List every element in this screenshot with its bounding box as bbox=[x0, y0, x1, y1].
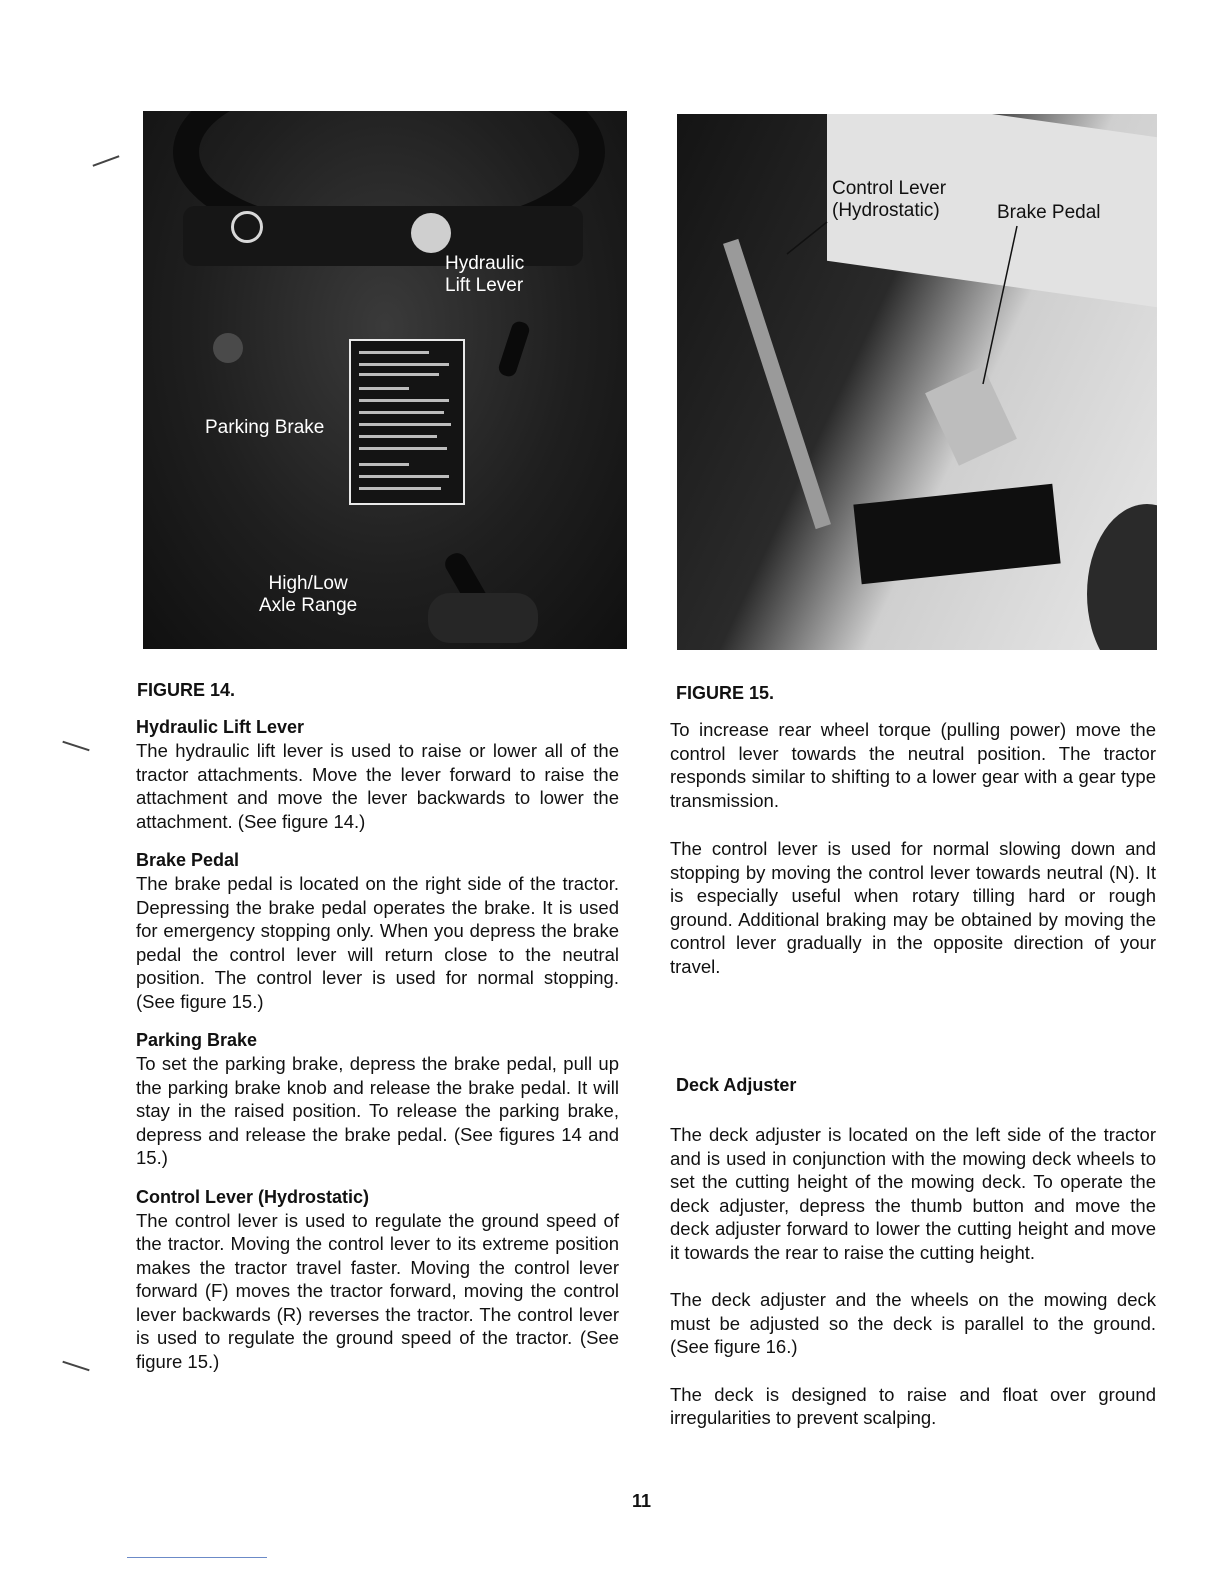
label-parking-brake: Parking Brake bbox=[205, 417, 325, 438]
label-hydraulic-lift-lever bbox=[445, 253, 524, 297]
para-control-lever: The control lever is used to regulate the ground speed of the tractor. Moving the control lever to its extreme position makes the tractor travel faster. Moving the control lever forward (F) moves the tractor forward, moving the control lever backwards (R) reverses the tractor. The control lever is used to regulate the ground speed of the tractor. (See figure 15.) bbox=[136, 1209, 619, 1372]
left-column bbox=[136, 715, 619, 1373]
heading-control-lever: Control Lever (Hydrostatic) bbox=[136, 1186, 370, 1207]
label-hydraulic-line2: Lift Lever bbox=[445, 275, 524, 296]
figure-15-caption: FIGURE 15. bbox=[676, 683, 775, 703]
para-rear-wheel-torque: To increase rear wheel torque (pulling power) move the control lever towards the neutral position. The tractor responds similar to shifting to a lower gear with a gear type transmission. bbox=[670, 719, 1156, 811]
label-control-line2: (Hydrostatic) bbox=[832, 200, 940, 221]
heading-parking-brake: Parking Brake bbox=[136, 1030, 258, 1050]
label-axle-line1: High/Low bbox=[268, 573, 348, 594]
starting-instructions-sign bbox=[349, 339, 465, 505]
margin-mark bbox=[93, 155, 120, 166]
para-control-lever-slowing: The control lever is used for normal slowing down and stopping by moving the control lever towards neutral (N). It is especially useful when rotary tilling hard or rough ground. Additional braking may be obtained by moving the control lever gradually in the opposite direction of your travel. bbox=[670, 838, 1156, 977]
label-brake-pedal: Brake Pedal bbox=[997, 202, 1101, 223]
right-column-bottom bbox=[670, 1073, 1156, 1430]
para-brake-pedal: The brake pedal is located on the right side of the tractor. Depressing the brake pedal operates the brake. It is used for emergency stopping only. When you depress the brake pedal the control lever will return close to the neutral position. The control lever is used for normal stopping. (See figure 15.) bbox=[136, 873, 619, 1012]
page-number: 11 bbox=[632, 1491, 652, 1511]
label-axle-line2: Axle Range bbox=[259, 595, 358, 616]
dash-knob-shape bbox=[411, 213, 451, 253]
heading-hydraulic-lift-lever: Hydraulic Lift Lever bbox=[136, 717, 305, 737]
figure-15-leader-lines bbox=[677, 114, 1157, 650]
para-deck-float: The deck is designed to raise and float over ground irregularities to prevent scalping. bbox=[670, 1383, 1156, 1428]
parking-knob-shape bbox=[213, 333, 243, 363]
para-hydraulic-lift-lever: The hydraulic lift lever is used to raise or lower all of the tractor attachments. Move the lever forward to raise the attachment and move the lever backwards to lower the attachment. (See figure 14.) bbox=[136, 740, 619, 832]
axle-lever-base bbox=[428, 593, 538, 643]
right-column-top bbox=[670, 718, 1156, 978]
heading-deck-adjuster: Deck Adjuster bbox=[676, 1075, 797, 1095]
margin-mark bbox=[62, 1361, 89, 1372]
figure-14-caption: FIGURE 14. bbox=[137, 680, 236, 700]
heading-brake-pedal: Brake Pedal bbox=[136, 850, 240, 870]
figure-14-photo bbox=[143, 111, 627, 649]
para-deck-adjuster: The deck adjuster is located on the left side of the tractor and is used in conjunction with the mowing deck wheels to set the cutting height of the mowing deck. To operate the deck adjuster, depress the thumb button and move the deck adjuster forward to lower the cutting height and move it towards the rear to raise the cutting height. bbox=[670, 1124, 1156, 1263]
para-deck-parallel: The deck adjuster and the wheels on the mowing deck must be adjusted so the deck is parallel to the ground. (See figure 16.) bbox=[670, 1289, 1156, 1357]
footer-rule bbox=[127, 1557, 267, 1558]
para-parking-brake: To set the parking brake, depress the brake pedal, pull up the parking brake knob and release the brake pedal. It will stay in the raised position. To release the parking brake, depress and release the brake pedal. (See figures 14 and 15.) bbox=[136, 1053, 619, 1168]
hydraulic-lever-shape bbox=[497, 320, 531, 379]
ignition-key-shape bbox=[231, 211, 263, 243]
label-control-line1: Control Lever bbox=[832, 178, 947, 199]
label-axle-range bbox=[259, 573, 357, 617]
margin-mark bbox=[62, 741, 89, 752]
figure-15-photo bbox=[677, 114, 1157, 650]
label-hydraulic-line1: Hydraulic bbox=[445, 253, 525, 274]
